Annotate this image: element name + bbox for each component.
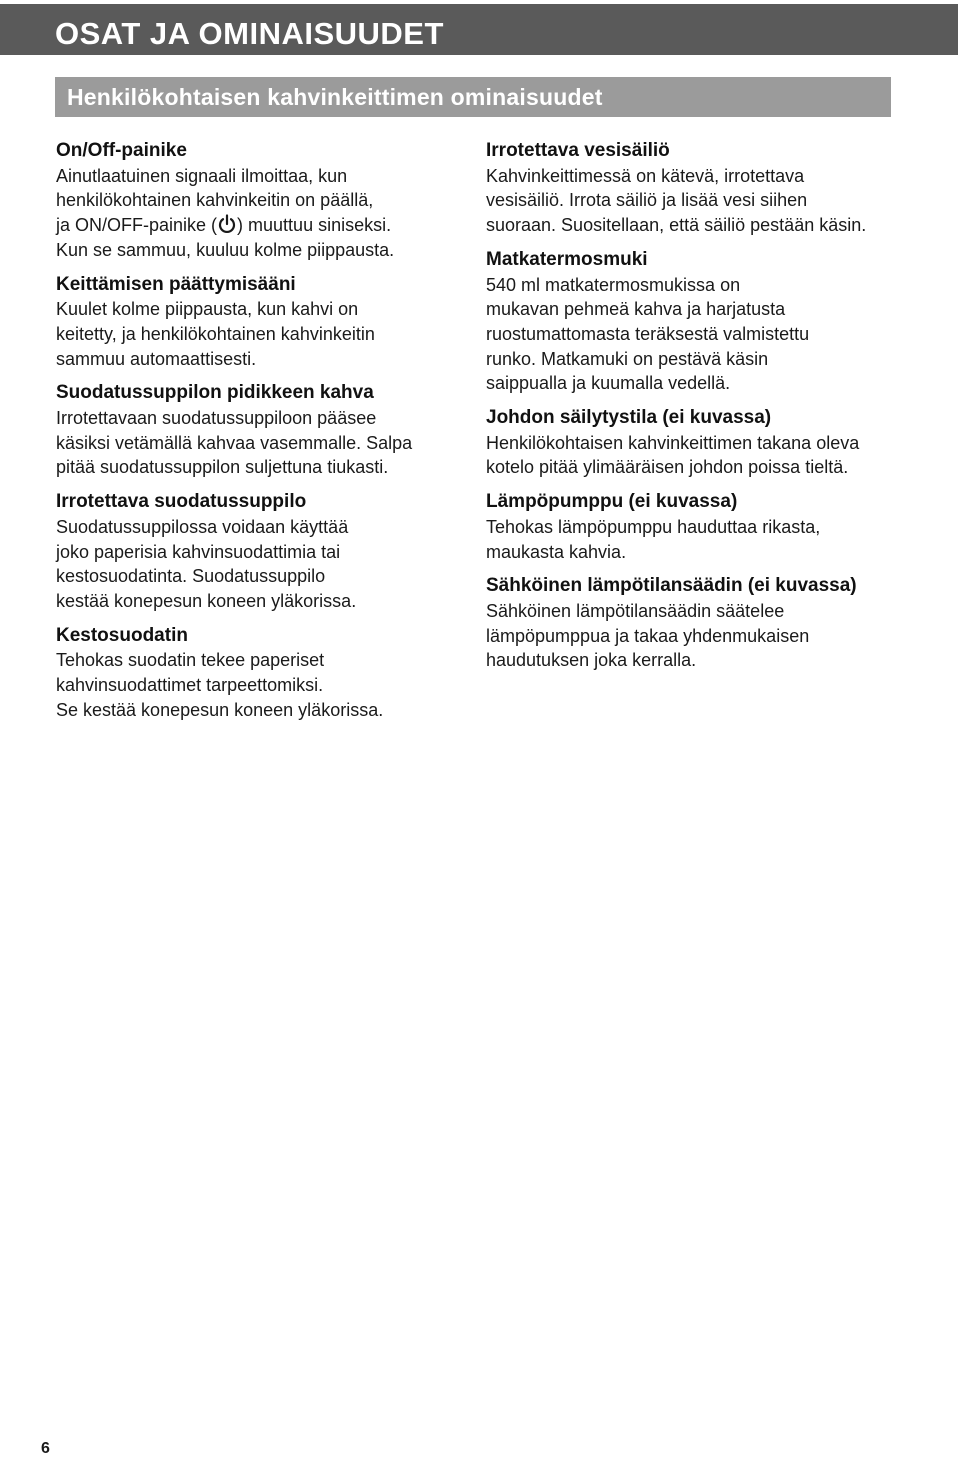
feature-body-text: ) muuttuu siniseksi. Kun se sammuu, kuuluu kolme piippausta. — [56, 215, 395, 260]
feature-title: Irrotettava vesisäiliö — [486, 140, 670, 161]
feature-item-permanent-filter — [56, 624, 456, 723]
section-header-bar — [55, 77, 891, 117]
feature-title: On/Off-painike — [56, 140, 187, 161]
feature-item-water-tank — [486, 139, 906, 238]
page-title: OSAT JA OMINAISUUDET — [55, 16, 444, 51]
feature-title: Kestosuodatin — [56, 624, 188, 646]
feature-title: Irrotettava suodatussuppilo — [56, 491, 307, 513]
feature-item-heat-pump — [486, 490, 906, 564]
feature-body: Tehokas lämpöpumppu hauduttaa rikasta, maukasta kahvia. — [486, 516, 821, 562]
feature-body: Henkilökohtaisen kahvinkeittimen takana oleva kotelo pitää ylimääräisen johdon poissa tieltä. — [486, 432, 860, 478]
feature-item-travel-mug — [486, 248, 906, 396]
feature-title: Suodatussuppilon pidikkeen kahva — [56, 382, 374, 404]
feature-body: Kuulet kolme piippausta, kun kahvi on keitetty, ja henkilökohtainen kahvinkeitin sammuu automaattisesti. — [56, 299, 375, 369]
power-icon — [217, 214, 237, 234]
section-title: Henkilökohtaisen kahvinkeittimen ominaisuudet — [67, 84, 603, 110]
page-number: 6 — [41, 1440, 50, 1457]
feature-item-on-off — [56, 139, 456, 263]
feature-title: Sähköinen lämpötilansäädin (ei kuvassa) — [486, 575, 857, 597]
feature-item-removable-funnel — [56, 490, 456, 614]
feature-body: Irrotettavaan suodatussuppiloon pääsee käsiksi vetämällä kahvaa vasemmalle. Salpa pitää suodatussuppilon suljettuna tiukasti. — [56, 408, 413, 478]
feature-item-brew-end-sound — [56, 273, 456, 372]
feature-body: Suodatussuppilossa voidaan käyttää joko paperisia kahvinsuodattimia tai kestosuodatinta. Suodatussuppilo kestää konepesun koneen yläkorissa. — [56, 516, 357, 611]
feature-body: Sähköinen lämpötilansäädin säätelee lämpöpumppua ja takaa yhdenmukaisen haudutuksen joka kerralla. — [486, 600, 810, 671]
feature-item-cord-storage — [486, 406, 906, 480]
feature-body: Tehokas suodatin tekee paperiset kahvinsuodattimet tarpeettomiksi. Se kestää konepesun koneen yläkorissa. — [56, 650, 384, 720]
right-column — [486, 139, 906, 683]
page-header-bar — [0, 4, 958, 55]
feature-title: Lämpöpumppu (ei kuvassa) — [486, 491, 738, 513]
feature-item-thermostat — [486, 574, 906, 673]
feature-title: Keittämisen päättymisääni — [56, 273, 296, 295]
feature-item-funnel-handle — [56, 381, 456, 480]
feature-body: Kahvinkeittimessä on kätevä, irrotettava vesisäiliö. Irrota säiliö ja lisää vesi siihen suoraan. Suositellaan, että säiliö pestään käsin. — [486, 165, 867, 236]
feature-title: Johdon säilytystila (ei kuvassa) — [486, 407, 772, 429]
feature-title: Matkatermosmuki — [486, 248, 648, 270]
feature-body — [56, 164, 456, 263]
left-column — [56, 139, 456, 732]
feature-body-text: Ainutlaatuinen signaali ilmoittaa, kun henkilökohtainen kahvinkeitin on päällä, ja ON/OFF-painike ( — [56, 165, 374, 236]
feature-body: 540 ml matkatermosmukissa on mukavan pehmeä kahva ja harjatusta ruostumattomasta teräksestä valmistettu runko. Matkamuki on pestävä käsin saippualla ja kuumalla vedellä. — [486, 274, 810, 394]
